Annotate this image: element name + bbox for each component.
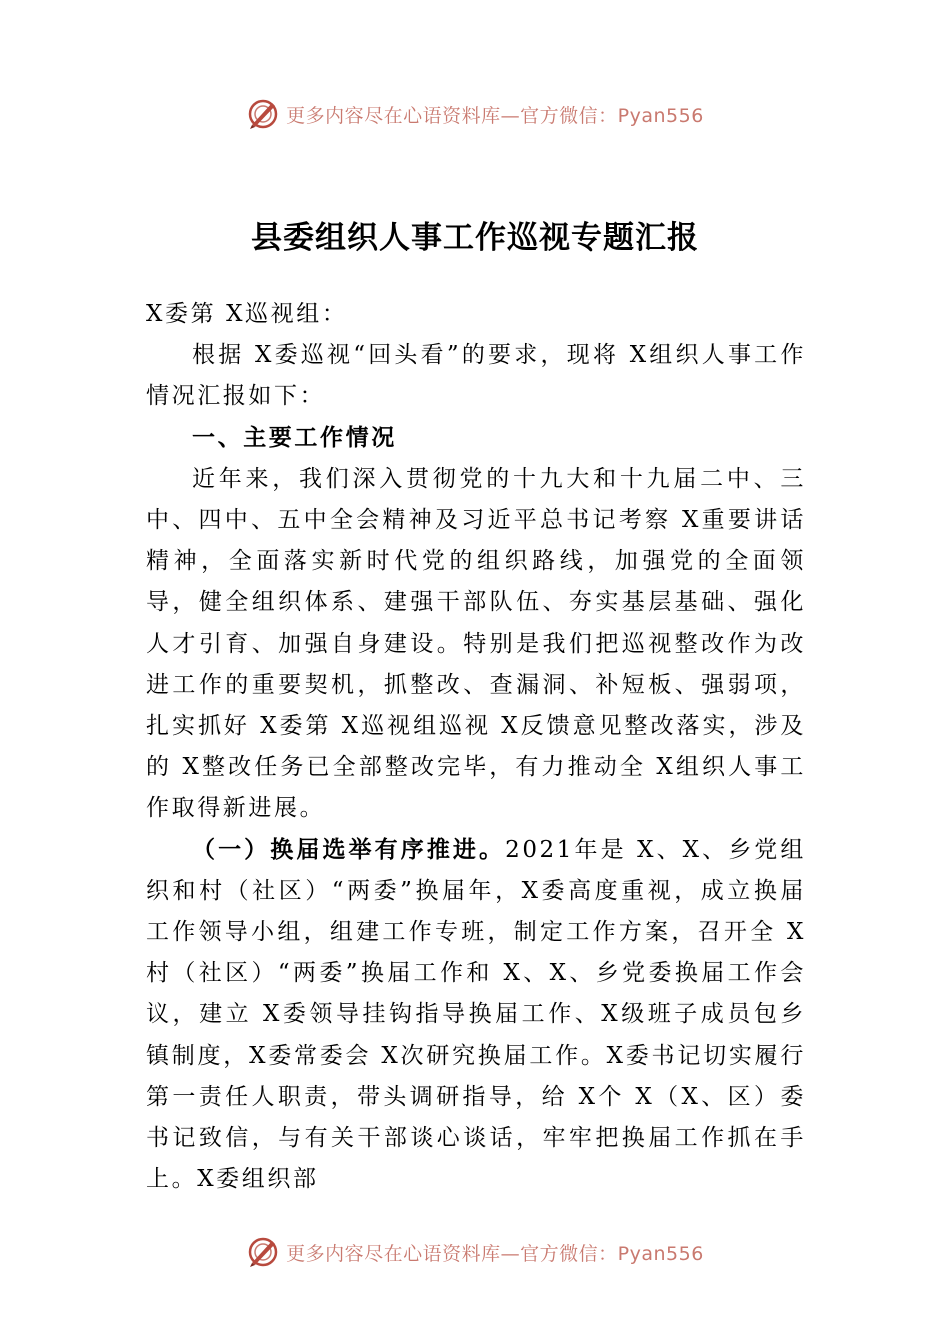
watermark-wechat-id: Pyan556: [617, 104, 704, 127]
salutation: X委第 X巡视组：: [146, 301, 348, 327]
document-body: [146, 294, 806, 1200]
subsection-text: 2021年是 X、X、乡党组织和村（社区）“两委”换届年，X委高度重视，成立换届工作领导小组，组建工作专班，制定工作方案，召开全 X村（社区）“两委”换届工作和 X、X、乡党委换届工作会议，建立 X委领导挂钩指导换届工作、X级班子成员包乡镇制度，X委常委会 X次研究换届工作。X委书记切实履行第一责任人职责，带头调研指导，给 X个 X（X、区）委书记致信，与有关干部谈心谈话，牢牢把换届工作抓在手上。X委组织部: [146, 836, 806, 1193]
pen-logo-icon: [246, 97, 280, 131]
watermark-header: [0, 94, 950, 134]
subsection-heading: （一）换届选举有序推进。: [192, 836, 506, 863]
watermark-footer: [0, 1232, 950, 1272]
watermark-text: 更多内容尽在心语资料库—官方微信：Pyan556: [286, 1242, 704, 1265]
document-title: 县委组织人事工作巡视专题汇报: [251, 220, 699, 256]
section-heading: 一、主要工作情况: [192, 424, 397, 451]
section-paragraph: 近年来，我们深入贯彻党的十九大和十九届二中、三中、四中、五中全会精神及习近平总书记考察 X重要讲话精神，全面落实新时代党的组织路线，加强党的全面领导，健全组织体系、建强干部队伍、夯实基层基础、强化人才引育、加强自身建设。特别是我们把巡视整改作为改进工作的重要契机，抓整改、查漏洞、补短板、强弱项，扎实抓好 X委第 X巡视组巡视 X反馈意见整改落实，涉及的 X整改任务已全部整改完毕，有力推动全 X组织人事工作取得新进展。: [146, 465, 806, 822]
intro-paragraph: 根据 X委巡视“回头看”的要求，现将 X组织人事工作情况汇报如下：: [146, 342, 806, 410]
watermark-text: 更多内容尽在心语资料库—官方微信：Pyan556: [286, 104, 704, 127]
subsection-paragraph: [146, 830, 806, 1201]
watermark-wechat-id: Pyan556: [617, 1242, 704, 1265]
pen-logo-icon: [246, 1235, 280, 1269]
